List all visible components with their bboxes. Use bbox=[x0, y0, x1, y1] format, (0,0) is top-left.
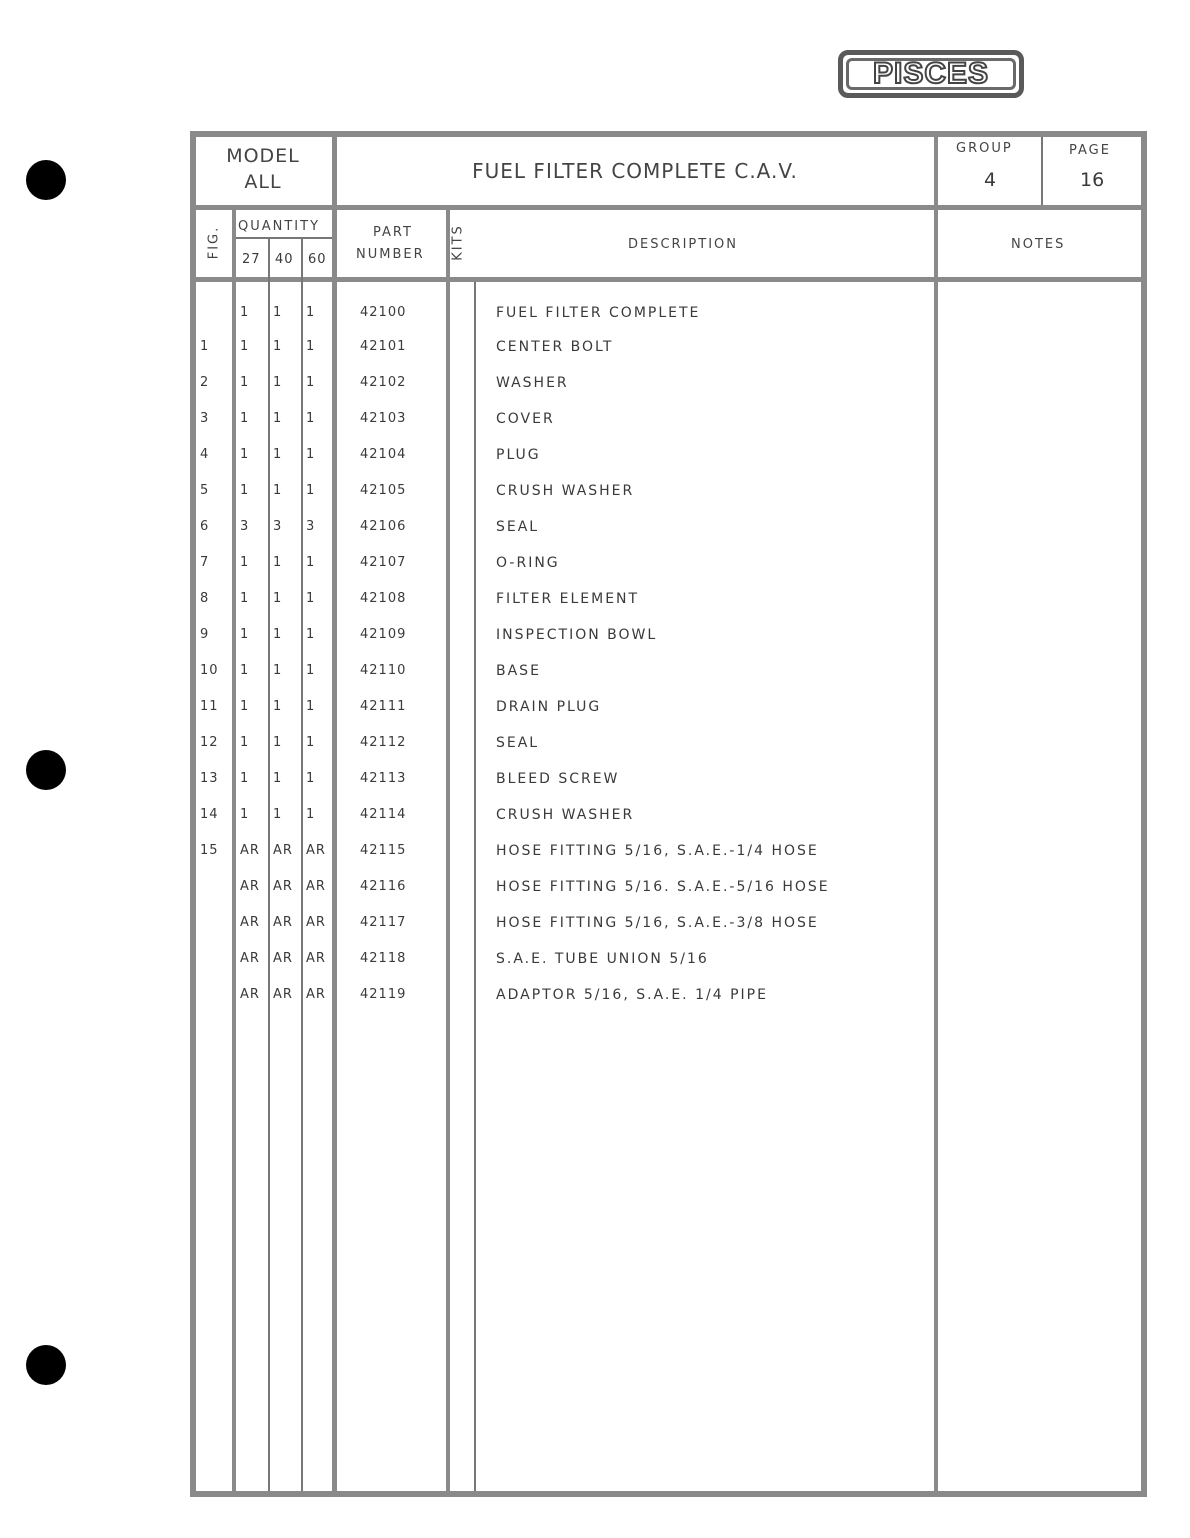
kits-desc-divider bbox=[474, 282, 476, 1491]
qty-60: 1 bbox=[306, 555, 316, 570]
part-number: 42117 bbox=[360, 915, 407, 930]
part-number: 42114 bbox=[360, 807, 407, 822]
qty-40: 1 bbox=[273, 339, 283, 354]
qty-60: 1 bbox=[306, 699, 316, 714]
part-description: HOSE FITTING 5/16. S.A.E.-5/16 HOSE bbox=[496, 879, 830, 895]
fig-number: 15 bbox=[200, 843, 219, 858]
header-divider bbox=[196, 205, 1141, 210]
qty-40: 1 bbox=[273, 735, 283, 750]
qty-60: 1 bbox=[306, 411, 316, 426]
model-col-divider bbox=[332, 137, 337, 1491]
qty-27: 1 bbox=[240, 555, 250, 570]
qty-27: 1 bbox=[240, 699, 250, 714]
qty-27: AR bbox=[240, 843, 260, 858]
qty-40: 1 bbox=[273, 555, 283, 570]
qty-40: 1 bbox=[273, 591, 283, 606]
qty-40: 1 bbox=[273, 483, 283, 498]
part-description: SEAL bbox=[496, 519, 540, 535]
qty-27: AR bbox=[240, 879, 260, 894]
qty-60: AR bbox=[306, 915, 326, 930]
model-label: MODEL bbox=[226, 145, 300, 167]
qty-40: 1 bbox=[273, 699, 283, 714]
part-number: 42119 bbox=[360, 987, 407, 1002]
qty-27: AR bbox=[240, 987, 260, 1002]
part-number: 42103 bbox=[360, 411, 407, 426]
qty-27: 1 bbox=[240, 627, 250, 642]
qty-60: 1 bbox=[306, 339, 316, 354]
qty-60: 1 bbox=[306, 771, 316, 786]
qty-60: 1 bbox=[306, 735, 316, 750]
part-number: 42118 bbox=[360, 951, 407, 966]
part-number: 42115 bbox=[360, 843, 407, 858]
qty-27: 1 bbox=[240, 771, 250, 786]
part-description: BLEED SCREW bbox=[496, 771, 620, 787]
qty-60: AR bbox=[306, 987, 326, 1002]
part-number: 42113 bbox=[360, 771, 407, 786]
model-block bbox=[196, 143, 330, 195]
brand-logo-text: PISCES bbox=[846, 58, 1016, 90]
part-number: 42112 bbox=[360, 735, 407, 750]
description-header: DESCRIPTION bbox=[628, 237, 738, 252]
part-number: 42104 bbox=[360, 447, 407, 462]
qty-header-27: 27 bbox=[242, 252, 261, 267]
fig-number: 9 bbox=[200, 627, 210, 642]
group-value: 4 bbox=[984, 169, 997, 191]
qty-40: AR bbox=[273, 879, 293, 894]
qty-40: AR bbox=[273, 843, 293, 858]
qty-27: 1 bbox=[240, 807, 250, 822]
part-description: HOSE FITTING 5/16, S.A.E.-1/4 HOSE bbox=[496, 843, 819, 859]
notes-col-divider bbox=[934, 137, 938, 1491]
page-value: 16 bbox=[1080, 169, 1105, 191]
model-value: ALL bbox=[244, 171, 282, 193]
part-number: 42111 bbox=[360, 699, 407, 714]
qty-60: 1 bbox=[306, 663, 316, 678]
qty-60: AR bbox=[306, 843, 326, 858]
parts-list-form bbox=[190, 131, 1147, 1497]
qty-60: 1 bbox=[306, 627, 316, 642]
qty-60: AR bbox=[306, 879, 326, 894]
qty-27: 1 bbox=[240, 305, 250, 320]
punch-hole-bottom bbox=[26, 1345, 66, 1385]
qty-27-40-divider bbox=[268, 237, 270, 1491]
qty-27: 1 bbox=[240, 375, 250, 390]
group-label: GROUP bbox=[956, 141, 1013, 156]
fig-number: 4 bbox=[200, 447, 210, 462]
part-description: CRUSH WASHER bbox=[496, 483, 635, 499]
fig-number: 5 bbox=[200, 483, 210, 498]
part-description: FUEL FILTER COMPLETE bbox=[496, 305, 701, 321]
qty-40: 1 bbox=[273, 375, 283, 390]
punch-hole-top bbox=[26, 160, 66, 200]
page-label: PAGE bbox=[1069, 143, 1111, 158]
part-description: HOSE FITTING 5/16, S.A.E.-3/8 HOSE bbox=[496, 915, 819, 931]
qty-60: 1 bbox=[306, 807, 316, 822]
fig-number: 6 bbox=[200, 519, 210, 534]
part-description: INSPECTION BOWL bbox=[496, 627, 658, 643]
part-number: 42106 bbox=[360, 519, 407, 534]
part-description: CENTER BOLT bbox=[496, 339, 614, 355]
fig-number: 1 bbox=[200, 339, 210, 354]
part-number-header-line2: NUMBER bbox=[356, 247, 425, 262]
fig-number: 13 bbox=[200, 771, 219, 786]
part-kits-divider bbox=[446, 205, 450, 1491]
fig-number: 3 bbox=[200, 411, 210, 426]
part-number-header-line1: PART bbox=[373, 225, 413, 240]
qty-27: AR bbox=[240, 951, 260, 966]
qty-40: 1 bbox=[273, 807, 283, 822]
part-number: 42108 bbox=[360, 591, 407, 606]
qty-60: 3 bbox=[306, 519, 316, 534]
column-header-divider bbox=[196, 277, 1141, 282]
qty-27: 3 bbox=[240, 519, 250, 534]
fig-header: FIG. bbox=[206, 225, 222, 260]
qty-40: AR bbox=[273, 951, 293, 966]
qty-27: 1 bbox=[240, 339, 250, 354]
quantity-subheader-divider bbox=[236, 237, 332, 239]
part-number: 42101 bbox=[360, 339, 407, 354]
part-description: FILTER ELEMENT bbox=[496, 591, 640, 607]
punch-hole-middle bbox=[26, 750, 66, 790]
part-description: S.A.E. TUBE UNION 5/16 bbox=[496, 951, 709, 967]
part-description: WASHER bbox=[496, 375, 569, 391]
quantity-header: QUANTITY bbox=[238, 219, 321, 234]
qty-40: 1 bbox=[273, 447, 283, 462]
part-number: 42116 bbox=[360, 879, 407, 894]
qty-60: 1 bbox=[306, 483, 316, 498]
part-description: DRAIN PLUG bbox=[496, 699, 602, 715]
qty-40: 1 bbox=[273, 627, 283, 642]
qty-40: AR bbox=[273, 915, 293, 930]
qty-27: 1 bbox=[240, 483, 250, 498]
group-page-divider bbox=[1041, 137, 1043, 205]
qty-60: 1 bbox=[306, 447, 316, 462]
part-number: 42107 bbox=[360, 555, 407, 570]
qty-40: 1 bbox=[273, 771, 283, 786]
fig-number: 11 bbox=[200, 699, 219, 714]
qty-header-60: 60 bbox=[308, 252, 327, 267]
qty-60: AR bbox=[306, 951, 326, 966]
qty-40: AR bbox=[273, 987, 293, 1002]
brand-logo bbox=[838, 50, 1024, 98]
qty-40-60-divider bbox=[301, 237, 303, 1491]
qty-27: 1 bbox=[240, 663, 250, 678]
qty-60: 1 bbox=[306, 591, 316, 606]
fig-number: 14 bbox=[200, 807, 219, 822]
kits-header: KITS bbox=[450, 224, 466, 261]
part-description: CRUSH WASHER bbox=[496, 807, 635, 823]
fig-col-divider bbox=[232, 205, 236, 1491]
part-description: COVER bbox=[496, 411, 555, 427]
part-description: SEAL bbox=[496, 735, 540, 751]
part-description: PLUG bbox=[496, 447, 541, 463]
fig-number: 7 bbox=[200, 555, 210, 570]
part-description: O-RING bbox=[496, 555, 560, 571]
qty-header-40: 40 bbox=[275, 252, 294, 267]
qty-40: 1 bbox=[273, 305, 283, 320]
qty-27: AR bbox=[240, 915, 260, 930]
part-number: 42110 bbox=[360, 663, 407, 678]
part-number: 42100 bbox=[360, 305, 407, 320]
part-number: 42105 bbox=[360, 483, 407, 498]
page-title: FUEL FILTER COMPLETE C.A.V. bbox=[472, 159, 798, 183]
part-description: ADAPTOR 5/16, S.A.E. 1/4 PIPE bbox=[496, 987, 768, 1003]
fig-number: 10 bbox=[200, 663, 219, 678]
qty-27: 1 bbox=[240, 447, 250, 462]
part-number: 42109 bbox=[360, 627, 407, 642]
part-number: 42102 bbox=[360, 375, 407, 390]
qty-27: 1 bbox=[240, 591, 250, 606]
qty-60: 1 bbox=[306, 375, 316, 390]
qty-40: 1 bbox=[273, 411, 283, 426]
qty-40: 1 bbox=[273, 663, 283, 678]
qty-27: 1 bbox=[240, 735, 250, 750]
fig-number: 2 bbox=[200, 375, 210, 390]
part-description: BASE bbox=[496, 663, 541, 679]
notes-header: NOTES bbox=[1011, 237, 1066, 252]
fig-number: 12 bbox=[200, 735, 219, 750]
qty-40: 3 bbox=[273, 519, 283, 534]
fig-number: 8 bbox=[200, 591, 210, 606]
qty-27: 1 bbox=[240, 411, 250, 426]
qty-60: 1 bbox=[306, 305, 316, 320]
